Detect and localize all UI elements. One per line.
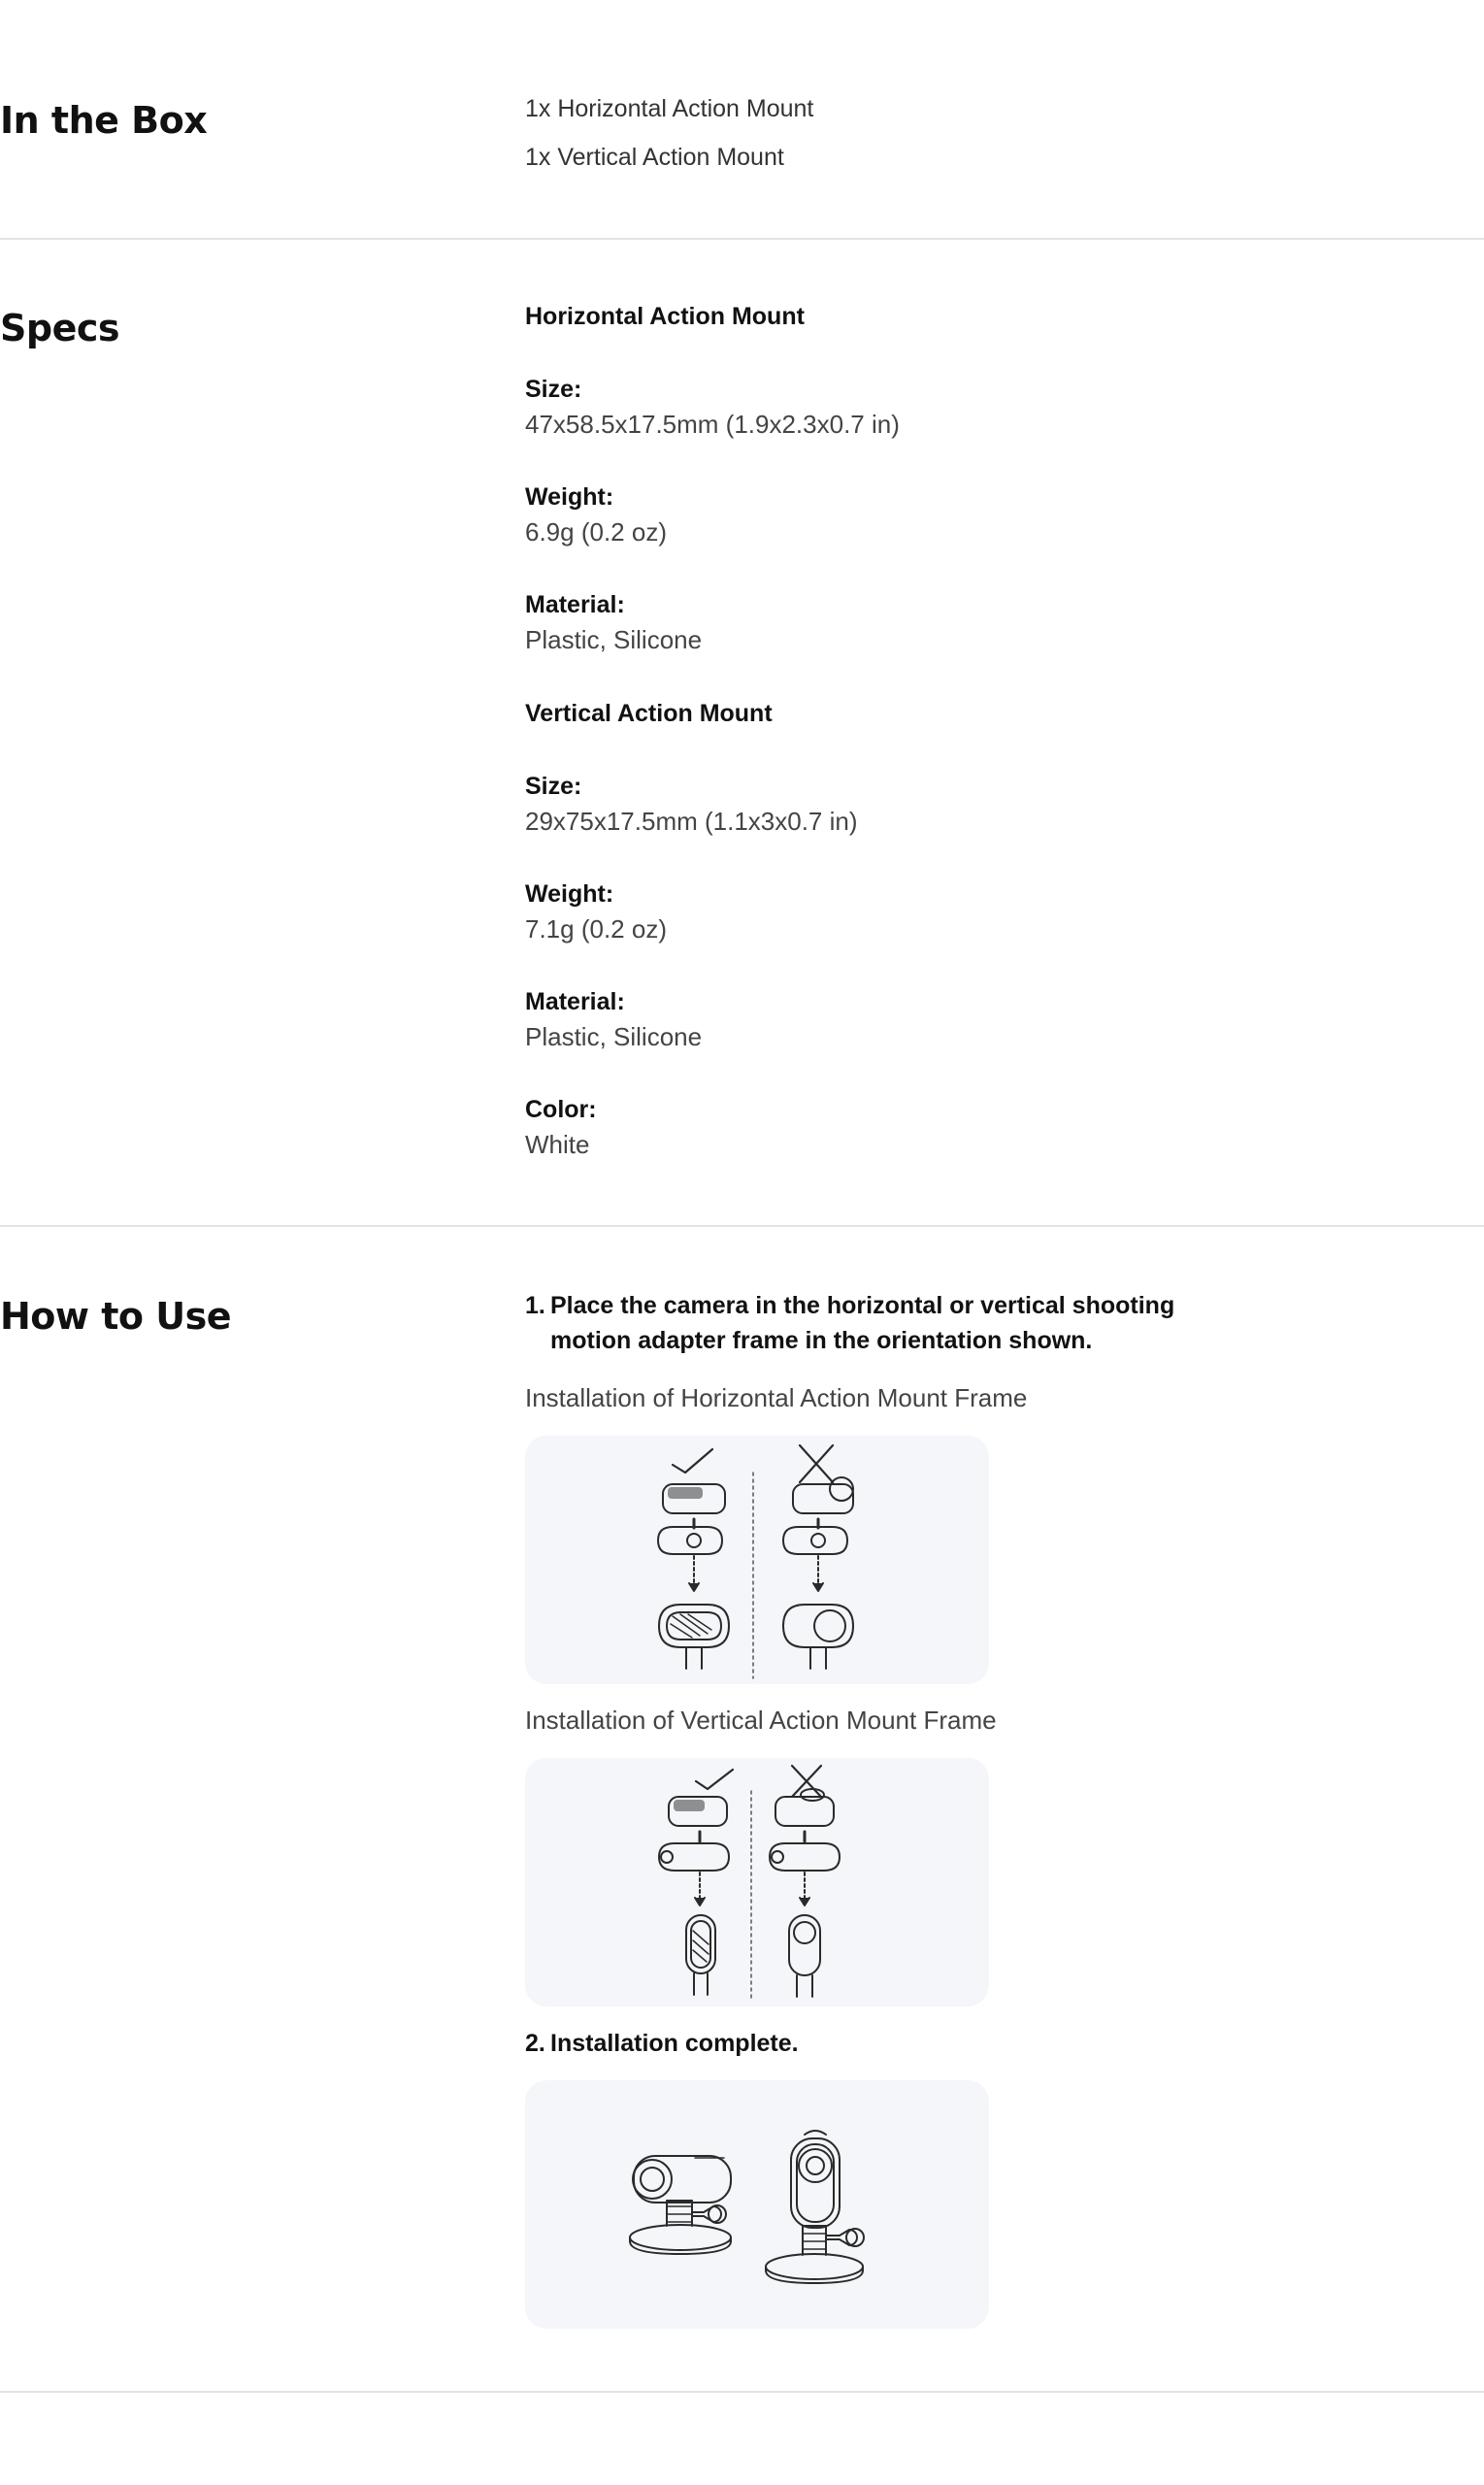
- spec-horizontal-material-label: Material:: [525, 591, 625, 618]
- divider-2: [0, 1225, 1484, 1227]
- spec-vertical-material-value: Plastic, Silicone: [525, 1022, 703, 1051]
- spec-vertical-size-label: Size:: [525, 773, 582, 800]
- spec-color-label: Color:: [525, 1096, 597, 1123]
- box-item-vertical: 1x Vertical Action Mount: [525, 144, 784, 171]
- step-2-text: Installation complete.: [550, 2030, 799, 2057]
- installation-complete-illustration: [525, 2080, 989, 2329]
- divider-3: [0, 2391, 1484, 2393]
- vertical-mount-diagram: [525, 1758, 989, 2006]
- spec-horizontal-size-label: Size:: [525, 376, 582, 403]
- step-1: [525, 1288, 1174, 1358]
- how-to-use-title: How to Use: [0, 1295, 231, 1338]
- divider-1: [0, 238, 1484, 240]
- step-1-line-2: motion adapter frame in the orientation shown.: [550, 1327, 1093, 1354]
- step-1-number: 1.: [525, 1292, 545, 1319]
- spec-vertical-weight-value: 7.1g (0.2 oz): [525, 914, 667, 944]
- caption-horizontal: Installation of Horizontal Action Mount Frame: [525, 1383, 1028, 1412]
- spec-color-value: White: [525, 1130, 590, 1159]
- spec-vertical-name: Vertical Action Mount: [525, 700, 773, 727]
- spec-horizontal-weight-value: 6.9g (0.2 oz): [525, 517, 667, 547]
- horizontal-mount-diagram: [525, 1436, 989, 1684]
- box-item-horizontal: 1x Horizontal Action Mount: [525, 95, 814, 122]
- spec-horizontal-weight-label: Weight:: [525, 483, 614, 511]
- spec-vertical-material-label: Material:: [525, 988, 625, 1015]
- spec-horizontal-material-value: Plastic, Silicone: [525, 625, 703, 654]
- spec-vertical-weight-label: Weight:: [525, 880, 614, 908]
- specs-title: Specs: [0, 307, 119, 349]
- spec-horizontal-name: Horizontal Action Mount: [525, 303, 805, 330]
- step-2-number: 2.: [525, 2030, 545, 2057]
- in-the-box-title: In the Box: [0, 99, 208, 142]
- step-2: [525, 2026, 799, 2061]
- caption-vertical: Installation of Vertical Action Mount Frame: [525, 1706, 997, 1735]
- spec-horizontal-size-value: 47x58.5x17.5mm (1.9x2.3x0.7 in): [525, 410, 900, 439]
- step-1-line-1: Place the camera in the horizontal or vertical shooting: [550, 1292, 1175, 1319]
- spec-vertical-size-value: 29x75x17.5mm (1.1x3x0.7 in): [525, 807, 858, 836]
